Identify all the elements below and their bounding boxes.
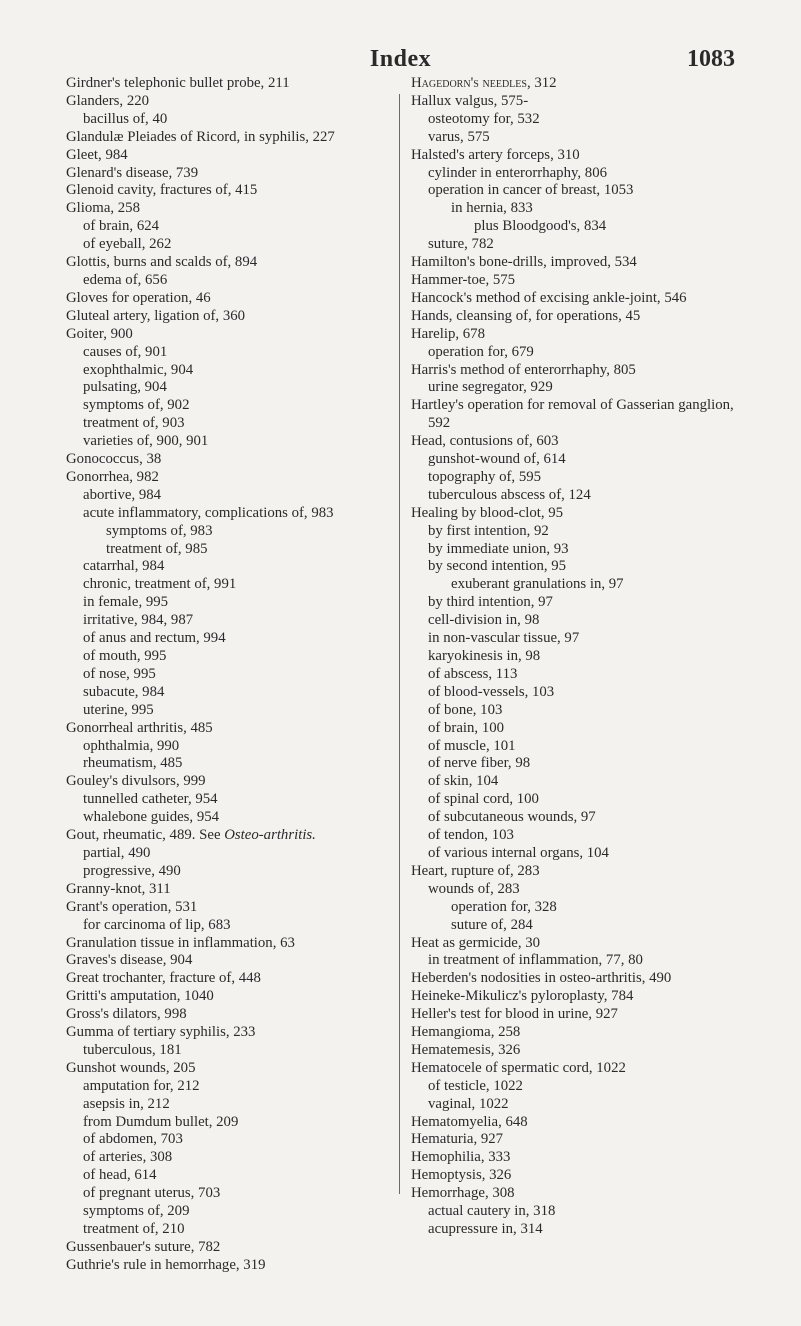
index-entry-text: in treatment of inflammation, 77, 80 <box>428 952 643 969</box>
index-entry-text: Hagedorn's needles, 312 <box>411 75 557 91</box>
index-entry <box>66 1239 398 1257</box>
index-entry-text: Hemoptysis, 326 <box>411 1167 512 1184</box>
index-entry-text: Great trochanter, fracture of, 448 <box>66 970 261 987</box>
index-entry <box>66 952 398 970</box>
index-entry-text: Graves's disease, 904 <box>66 952 193 969</box>
index-entry-text: wounds of, 283 <box>428 880 520 897</box>
index-entry-text: bacillus of, 40 <box>83 110 168 127</box>
index-entry-text: causes of, 901 <box>83 343 168 360</box>
index-entry-text: Harelip, 678 <box>411 325 485 342</box>
index-entry-text: partial, 490 <box>83 844 151 861</box>
index-entry <box>411 1185 741 1203</box>
index-entry <box>411 899 741 917</box>
index-entry-text: Girdner's telephonic bullet probe, 211 <box>66 75 290 91</box>
index-entry-text: Grant's operation, 531 <box>66 898 198 915</box>
index-entry-text: Goiter, 900 <box>66 325 133 342</box>
index-entry <box>66 290 398 308</box>
index-entry-text: pulsating, 904 <box>83 379 167 396</box>
index-entry-text: symptoms of, 983 <box>106 522 213 539</box>
index-entry <box>66 1096 398 1114</box>
index-entry <box>66 1185 398 1203</box>
index-entry-text: operation in cancer of breast, 1053 <box>428 182 634 199</box>
index-entry <box>411 129 741 147</box>
index-entry-text: tuberculous abscess of, 124 <box>428 486 591 503</box>
index-entry <box>66 1257 398 1275</box>
index-entry <box>66 648 398 666</box>
index-entry-text: Gunshot wounds, 205 <box>66 1059 196 1076</box>
index-entry <box>411 809 741 827</box>
index-entry-text: in female, 995 <box>83 594 169 611</box>
index-entry-text: operation for, 328 <box>451 898 557 915</box>
index-entry <box>411 720 741 738</box>
index-entry-text: catarrhal, 984 <box>83 558 165 575</box>
index-entry-text: exophthalmic, 904 <box>83 361 194 378</box>
index-entry-text: Hematemesis, 326 <box>411 1041 521 1058</box>
index-entry-text: Gout, rheumatic, 489. See <box>66 827 225 844</box>
index-entry-text: vaginal, 1022 <box>428 1095 509 1112</box>
index-entry <box>66 809 398 827</box>
index-entry <box>411 755 741 773</box>
index-entry-text: karyokinesis in, 98 <box>428 648 541 664</box>
index-entry-text: cylinder in enterorrhaphy, 806 <box>428 164 608 181</box>
index-entry-text: of muscle, 101 <box>428 737 516 754</box>
index-entry <box>411 845 741 863</box>
index-entry <box>66 397 398 415</box>
index-entry-text: for carcinoma of lip, 683 <box>83 916 231 933</box>
index-entry <box>66 755 398 773</box>
index-entry-text: acupressure in, 314 <box>428 1221 543 1237</box>
index-entry-text: Heat as germicide, 30 <box>411 934 541 951</box>
index-entry-text: in hernia, 833 <box>451 200 533 217</box>
index-entry <box>66 505 398 523</box>
index-entry <box>411 952 741 970</box>
index-entry <box>411 1167 741 1185</box>
index-entry-text: Hematocele of spermatic cord, 1022 <box>411 1059 626 1076</box>
index-entry-text: Gluteal artery, ligation of, 360 <box>66 307 246 324</box>
index-entry-text: treatment of, 985 <box>106 540 208 557</box>
index-entry-text: whalebone guides, 954 <box>83 809 220 826</box>
index-entry <box>411 684 741 702</box>
index-entry <box>66 147 398 165</box>
index-entry-text: Halsted's artery forceps, 310 <box>411 146 580 163</box>
index-entry <box>411 648 741 666</box>
index-entry <box>411 791 741 809</box>
index-entry <box>66 433 398 451</box>
index-entry-text: chronic, treatment of, 991 <box>83 576 237 593</box>
page-number: 1083 <box>687 46 735 72</box>
index-entry <box>411 200 741 218</box>
index-entry-text: Gonorrhea, 982 <box>66 468 159 485</box>
index-entry <box>411 1114 741 1132</box>
index-entry <box>411 988 741 1006</box>
index-entry <box>411 111 741 129</box>
index-entry <box>66 1149 398 1167</box>
index-entry <box>411 970 741 988</box>
index-entry <box>66 93 398 111</box>
index-entry <box>66 326 398 344</box>
index-entry <box>411 666 741 684</box>
index-entry-text: varieties of, 900, 901 <box>83 433 209 450</box>
index-entry-text: of testicle, 1022 <box>428 1077 523 1094</box>
index-entry-text: of subcutaneous wounds, 97 <box>428 809 596 826</box>
index-entry-text: by third intention, 97 <box>428 594 553 611</box>
index-entry-text: subacute, 984 <box>83 683 165 700</box>
index-entry-text: by immediate union, 93 <box>428 540 569 557</box>
index-entry-text: suture, 782 <box>428 236 494 253</box>
index-entry-text: plus Bloodgood's, 834 <box>474 218 607 235</box>
index-entry <box>411 1060 741 1078</box>
index-entry <box>66 379 398 397</box>
index-entry <box>411 738 741 756</box>
index-entry <box>66 1024 398 1042</box>
index-entry <box>66 773 398 791</box>
index-entry <box>66 344 398 362</box>
cross-reference: Osteo-arthritis. <box>224 827 316 844</box>
index-entry-text: Granny-knot, 311 <box>66 880 171 897</box>
index-entry-text: irritative, 984, 987 <box>83 612 194 629</box>
index-entry-text: Heberden's nodosities in osteo-arthritis, 490 <box>411 970 672 987</box>
index-entry <box>411 1042 741 1060</box>
index-entry-text: Hallux valgus, 575- <box>411 92 529 109</box>
index-entry-text: Gumma of tertiary syphilis, 233 <box>66 1024 256 1041</box>
index-entry-text: of bone, 103 <box>428 701 503 718</box>
index-entry-text: of tendon, 103 <box>428 827 514 844</box>
index-entry <box>411 451 741 469</box>
index-entry <box>411 362 741 380</box>
index-entry <box>66 218 398 236</box>
index-entry-text: of brain, 100 <box>428 719 505 736</box>
index-entry-text: Glanders, 220 <box>66 92 150 109</box>
index-entry <box>411 93 741 111</box>
index-entry-text: of mouth, 995 <box>83 648 167 664</box>
index-entry <box>411 147 741 165</box>
index-entry <box>66 845 398 863</box>
index-entry <box>66 182 398 200</box>
index-entry <box>411 1149 741 1167</box>
index-entry-text: treatment of, 903 <box>83 415 185 432</box>
index-entry-text: amputation for, 212 <box>83 1077 200 1094</box>
index-entry <box>411 576 741 594</box>
index-entry <box>66 1203 398 1221</box>
index-entry <box>411 433 741 451</box>
index-entry-text: Gleet, 984 <box>66 146 128 163</box>
index-entry <box>66 612 398 630</box>
index-entry <box>66 1131 398 1149</box>
index-entry <box>66 415 398 433</box>
index-entry <box>411 935 741 953</box>
index-entry <box>411 469 741 487</box>
index-entry-text: Gonorrheal arthritis, 485 <box>66 719 213 736</box>
index-entry-text: asepsis in, 212 <box>83 1095 170 1112</box>
index-entry-text: Heart, rupture of, 283 <box>411 862 540 879</box>
index-entry <box>66 362 398 380</box>
index-entry-text: of various internal organs, 104 <box>428 844 609 861</box>
index-entry-text: of pregnant uterus, 703 <box>83 1185 221 1202</box>
index-entry <box>411 541 741 559</box>
index-entry-text: Harris's method of enterorrhaphy, 805 <box>411 361 636 378</box>
index-entry-text: Hammer-toe, 575 <box>411 271 516 288</box>
index-entry <box>66 666 398 684</box>
index-entry-text: of blood-vessels, 103 <box>428 683 555 700</box>
index-entry-text: varus, 575 <box>428 128 490 145</box>
index-entry-text: by second intention, 95 <box>428 558 567 575</box>
index-entry <box>411 182 741 200</box>
index-entry-text: osteotomy for, 532 <box>428 110 540 127</box>
index-entry-text: tuberculous, 181 <box>83 1041 182 1058</box>
index-entry <box>66 272 398 290</box>
index-entry <box>66 970 398 988</box>
index-column-left <box>66 75 398 1275</box>
index-entry <box>66 487 398 505</box>
index-entry <box>411 827 741 845</box>
index-entry-text: Heineke-Mikulicz's pyloroplasty, 784 <box>411 988 634 1005</box>
index-entry-text: actual cautery in, 318 <box>428 1203 556 1220</box>
index-entry <box>66 1042 398 1060</box>
index-entry-text: of nerve fiber, 98 <box>428 755 531 772</box>
index-entry-text: suture of, 284 <box>451 916 533 933</box>
index-entry <box>411 254 741 272</box>
index-entry <box>411 75 741 93</box>
index-entry <box>66 630 398 648</box>
index-entry-text: Gross's dilators, 998 <box>66 1006 187 1023</box>
index-entry <box>66 935 398 953</box>
index-entry <box>66 75 398 93</box>
index-entry-text: abortive, 984 <box>83 486 162 503</box>
index-entry-text: Gonococcus, 38 <box>66 451 162 468</box>
index-entry <box>411 326 741 344</box>
index-entry-text: acute inflammatory, complications of, 983 <box>83 504 334 521</box>
index-entry-text: tunnelled catheter, 954 <box>83 791 218 808</box>
index-entry <box>411 1078 741 1096</box>
index-entry <box>66 200 398 218</box>
index-entry <box>66 451 398 469</box>
page-title: Index <box>369 46 432 72</box>
index-entry-text: Glenoid cavity, fractures of, 415 <box>66 182 258 199</box>
index-entry-text: gunshot-wound of, 614 <box>428 451 566 468</box>
index-entry-text: of spinal cord, 100 <box>428 791 539 808</box>
index-entry <box>66 738 398 756</box>
index-entry <box>411 1131 741 1149</box>
index-entry <box>66 111 398 129</box>
index-entry <box>411 344 741 362</box>
index-entry <box>66 702 398 720</box>
index-entry-text: of arteries, 308 <box>83 1149 173 1166</box>
index-entry <box>66 308 398 326</box>
index-entry-text: Glenard's disease, 739 <box>66 164 199 181</box>
index-entry-text: Gouley's divulsors, 999 <box>66 773 206 790</box>
index-entry-text: symptoms of, 209 <box>83 1203 190 1220</box>
index-entry-text: exuberant granulations in, 97 <box>451 576 624 593</box>
index-entry <box>411 773 741 791</box>
index-entry-text: in non-vascular tissue, 97 <box>428 630 580 647</box>
index-entry <box>411 881 741 899</box>
index-entry-text: of eyeball, 262 <box>83 236 172 253</box>
index-entry-text: Healing by blood-clot, 95 <box>411 504 564 521</box>
index-entry-text: of abdomen, 703 <box>83 1131 183 1148</box>
index-entry-text: Granulation tissue in inflammation, 63 <box>66 934 295 951</box>
index-entry-text: Hematuria, 927 <box>411 1131 504 1148</box>
index-entry-text: by first intention, 92 <box>428 522 549 539</box>
index-entry <box>411 487 741 505</box>
index-entry-text: progressive, 490 <box>83 862 181 879</box>
index-entry-text: treatment of, 210 <box>83 1221 185 1237</box>
index-entry <box>411 612 741 630</box>
index-entry <box>66 541 398 559</box>
index-entry-text: edema of, 656 <box>83 271 168 288</box>
index-entry <box>66 1078 398 1096</box>
index-entry-text: Gloves for operation, 46 <box>66 289 211 306</box>
index-entry <box>66 1221 398 1239</box>
index-entry <box>411 272 741 290</box>
index-entry-text: rheumatism, 485 <box>83 755 183 772</box>
index-entry-text: urine segregator, 929 <box>428 379 553 396</box>
index-entry <box>66 827 398 845</box>
index-entry-text: uterine, 995 <box>83 701 154 718</box>
column-divider <box>399 94 400 1194</box>
index-column-right <box>411 75 741 1239</box>
index-entry-text: cell-division in, 98 <box>428 612 540 629</box>
index-entry-text: Hemorrhage, 308 <box>411 1185 515 1202</box>
index-entry <box>411 558 741 576</box>
index-entry-text: Gritti's amputation, 1040 <box>66 988 214 1005</box>
index-entry <box>66 254 398 272</box>
index-entry-text: Head, contusions of, 603 <box>411 433 559 450</box>
index-entry <box>66 1167 398 1185</box>
index-entry <box>66 1114 398 1132</box>
index-entry-text: Glandulæ Pleiades of Ricord, in syphilis, 227 <box>66 128 335 145</box>
index-entry-text: of nose, 995 <box>83 665 156 682</box>
index-entry-text: of brain, 624 <box>83 218 160 235</box>
index-entry <box>66 791 398 809</box>
index-entry <box>411 165 741 183</box>
index-entry-text: Glioma, 258 <box>66 200 140 217</box>
index-entry-text: Gussenbauer's suture, 782 <box>66 1238 221 1255</box>
index-entry-text: Hematomyelia, 648 <box>411 1113 528 1130</box>
index-entry <box>411 917 741 935</box>
index-entry <box>66 684 398 702</box>
index-entry-text: from Dumdum bullet, 209 <box>83 1113 239 1130</box>
index-entry-text: topography of, 595 <box>428 468 542 485</box>
index-entry <box>411 630 741 648</box>
index-entry-text: Heller's test for blood in urine, 927 <box>411 1006 618 1023</box>
index-entry-text: Hemophilia, 333 <box>411 1149 511 1166</box>
index-entry <box>411 218 741 236</box>
index-entry <box>411 1221 741 1239</box>
index-entry-text: Hemangioma, 258 <box>411 1024 521 1041</box>
index-entry-text: of head, 614 <box>83 1167 157 1184</box>
index-entry-text: of anus and rectum, 994 <box>83 630 226 647</box>
index-entry <box>411 505 741 523</box>
index-entry <box>66 988 398 1006</box>
index-entry <box>411 863 741 881</box>
index-entry-text: Glottis, burns and scalds of, 894 <box>66 254 258 271</box>
index-entry-text: Hamilton's bone-drills, improved, 534 <box>411 254 637 271</box>
index-entry <box>66 1006 398 1024</box>
index-entry-text: symptoms of, 902 <box>83 397 190 414</box>
index-entry <box>411 1096 741 1114</box>
index-entry <box>411 594 741 612</box>
index-entry-text: of abscess, 113 <box>428 665 518 682</box>
index-entry-text: of skin, 104 <box>428 773 499 790</box>
index-entry <box>411 379 741 397</box>
index-entry <box>411 1203 741 1221</box>
index-entry <box>66 129 398 147</box>
index-entry <box>411 308 741 326</box>
index-entry <box>66 594 398 612</box>
index-entry-text: Hartley's operation for removal of Gasserian ganglion, 592 <box>411 397 734 432</box>
index-entry <box>411 236 741 254</box>
index-entry <box>66 899 398 917</box>
index-entry <box>411 523 741 541</box>
index-entry <box>66 523 398 541</box>
index-entry <box>66 165 398 183</box>
index-entry <box>66 1060 398 1078</box>
index-entry <box>411 397 741 433</box>
index-entry-text: Hancock's method of excising ankle-joint, 546 <box>411 289 687 306</box>
index-entry <box>66 576 398 594</box>
index-entry <box>66 720 398 738</box>
index-entry-text: Hands, cleansing of, for operations, 45 <box>411 307 641 324</box>
index-entry <box>411 290 741 308</box>
index-entry <box>66 863 398 881</box>
index-entry <box>411 1024 741 1042</box>
index-entry <box>66 881 398 899</box>
index-entry-text: operation for, 679 <box>428 343 534 360</box>
index-entry <box>66 917 398 935</box>
index-entry <box>411 702 741 720</box>
index-entry <box>66 558 398 576</box>
index-entry <box>66 469 398 487</box>
index-entry-text: ophthalmia, 990 <box>83 737 180 754</box>
index-entry <box>411 1006 741 1024</box>
index-entry <box>66 236 398 254</box>
index-entry-text: Guthrie's rule in hemorrhage, 319 <box>66 1256 266 1273</box>
